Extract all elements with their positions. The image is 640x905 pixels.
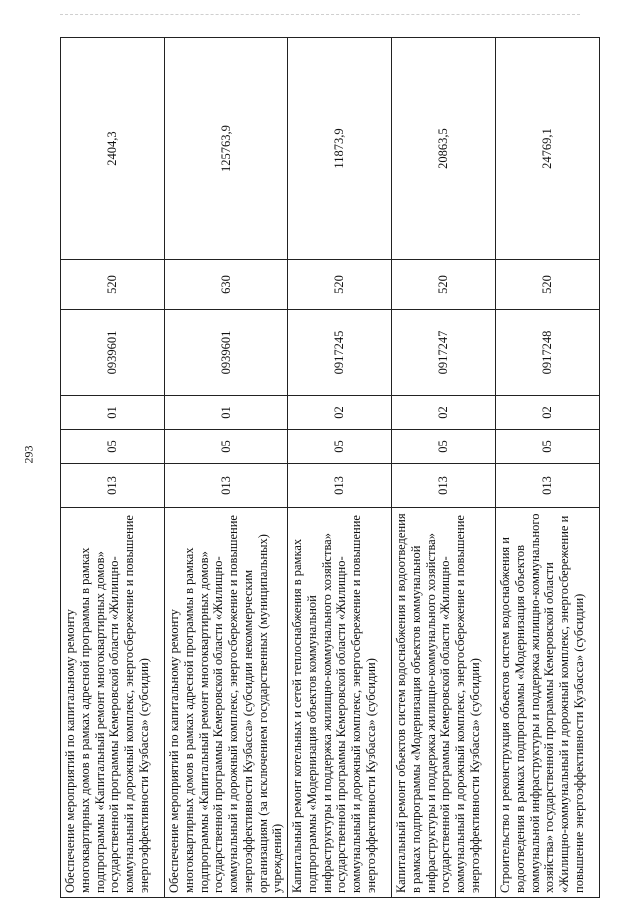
table-row xyxy=(165,38,288,898)
target-article-code: 0939601 xyxy=(165,310,288,396)
expense-type-code: 520 xyxy=(288,260,392,310)
table-row xyxy=(288,38,392,898)
expense-type-code: 520 xyxy=(61,260,165,310)
budget-table-container xyxy=(60,38,586,898)
target-article-code: 0917247 xyxy=(392,310,496,396)
department-code: 013 xyxy=(496,464,600,508)
subsection-code: 01 xyxy=(61,396,165,430)
section-code: 05 xyxy=(496,430,600,464)
subsection-code: 02 xyxy=(288,396,392,430)
table-row xyxy=(392,38,496,898)
amount-value: 20863,5 xyxy=(392,38,496,260)
department-code: 013 xyxy=(165,464,288,508)
target-article-code: 0939601 xyxy=(61,310,165,396)
section-code: 05 xyxy=(288,430,392,464)
section-code: 05 xyxy=(61,430,165,464)
expense-type-code: 520 xyxy=(392,260,496,310)
subsection-code: 01 xyxy=(165,396,288,430)
subsection-code: 02 xyxy=(392,396,496,430)
table-row xyxy=(496,38,600,898)
department-code: 013 xyxy=(288,464,392,508)
section-code: 05 xyxy=(392,430,496,464)
row-description: Обеспечение мероприятий по капитальному ремонту многоквартирных домов в рамках адресной программы в рамках подпрограммы «Капитальный ремонт многоквартирных домов» государственной программы Кемеровской области «Жилищно-коммунальный и дорожный комплекс, энергосбережение и повышение энергоэффективности Кузбасса» (субсидии некоммерческим организациям (за исключением государственных (муниципальных) учреждений) xyxy=(165,508,288,898)
amount-value: 24769,1 xyxy=(496,38,600,260)
row-description: Капитальный ремонт котельных и сетей теплоснабжения в рамках подпрограммы «Модернизация объектов коммунальной инфраструктуры и поддержка жилищно-коммунального хозяйства» государственной программы Кемеровской области «Жилищно-коммунальный и дорожный комплекс, энергосбережение и повышение энергоэффективности Кузбасса» (субсидии) xyxy=(288,508,392,898)
row-description: Обеспечение мероприятий по капитальному ремонту многоквартирных домов в рамках адресной программы в рамках подпрограммы «Капитальный ремонт многоквартирных домов» государственной программы Кемеровской области «Жилищно-коммунальный и дорожный комплекс, энергосбережение и повышение энергоэффективности Кузбасса» (субсидии) xyxy=(61,508,165,898)
section-code: 05 xyxy=(165,430,288,464)
department-code: 013 xyxy=(392,464,496,508)
expense-type-code: 520 xyxy=(496,260,600,310)
budget-table xyxy=(60,37,600,898)
row-description: Капитальный ремонт объектов систем водоснабжения и водоотведения в рамках подпрограммы «Модернизация объектов коммунальной инфраструктуры и поддержка жилищно-коммунального хозяйства» государственной программы Кемеровской области «Жилищно-коммунальный и дорожный комплекс, энергосбережение и повышение энергоэффективности Кузбасса» (субсидии) xyxy=(392,508,496,898)
target-article-code: 0917248 xyxy=(496,310,600,396)
page-number: 293 xyxy=(21,445,36,464)
amount-value: 125763,9 xyxy=(165,38,288,260)
department-code: 013 xyxy=(61,464,165,508)
target-article-code: 0917245 xyxy=(288,310,392,396)
row-description: Строительство и реконструкция объектов систем водоснабжения и водоотведения в рамках подпрограммы «Модернизация объектов коммунальной инфраструктуры и поддержка жилищно-коммунального хозяйства» государственной программы Кемеровской области «Жилищно-коммунальный и дорожный комплекс, энергосбережение и повышение энергоэффективности Кузбасса» (субсидии) xyxy=(496,508,600,898)
amount-value: 2404,3 xyxy=(61,38,165,260)
table-row xyxy=(61,38,165,898)
amount-value: 11873,9 xyxy=(288,38,392,260)
subsection-code: 02 xyxy=(496,396,600,430)
top-scan-rule xyxy=(60,14,580,15)
expense-type-code: 630 xyxy=(165,260,288,310)
